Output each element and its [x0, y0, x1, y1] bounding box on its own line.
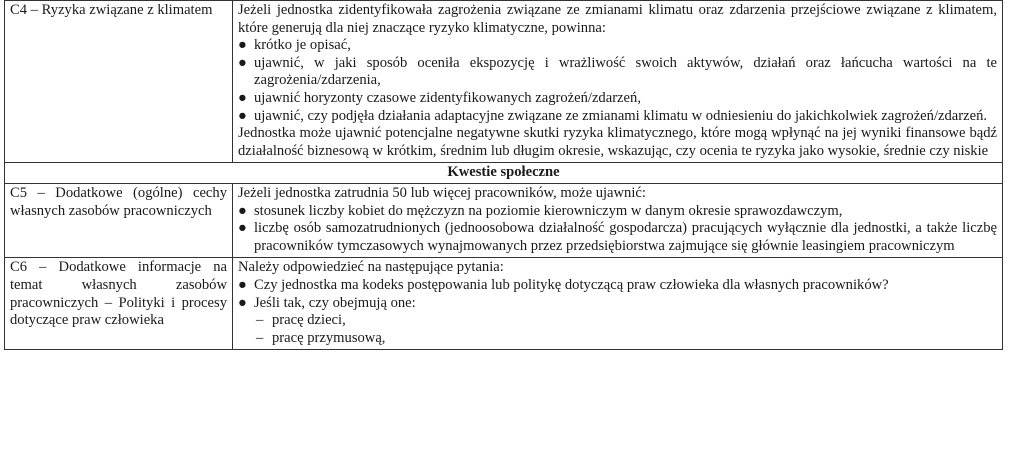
row-title-c5: C5 – Dodatkowe (ogólne) cechy własnych zasobów pracowniczych — [5, 183, 233, 257]
bullet-dot-icon: ● — [238, 89, 247, 106]
table-row-c6 — [5, 258, 1003, 350]
row-title-c6: C6 – Dodatkowe informacje na temat własnych zasobów pracowniczych – Polityki i procesy dotyczące praw człowieka — [5, 258, 233, 350]
row-content-c5 — [233, 183, 1003, 257]
bullet-dot-icon: ● — [238, 107, 247, 124]
list-item: ● Czy jednostka ma kodeks postępowania lub politykę dotyczącą praw człowieka dla własnych pracowników? — [238, 276, 889, 293]
dash-icon: – — [256, 312, 264, 329]
c4-intro: Jeżeli jednostka zidentyfikowała zagrożenia związane ze zmianami klimatu oraz zdarzenia przejściowe związane z klimatem, które generują dla niej znaczące ryzyko klimatyczne, powinna: — [238, 2, 997, 36]
sub-list-item: – pracę przymusową, — [256, 329, 386, 346]
section-heading: Kwestie społeczne — [5, 163, 1003, 184]
row-title-c4: C4 – Ryzyka związane z klimatem — [5, 1, 233, 163]
bullet-dot-icon: ● — [238, 220, 247, 237]
dash-icon: – — [256, 329, 264, 346]
c5-intro: Jeżeli jednostka zatrudnia 50 lub więcej pracowników, może ujawnić: — [238, 184, 646, 201]
table-row-section — [5, 163, 1003, 184]
bullet-dot-icon: ● — [238, 37, 247, 54]
c6-intro: Należy odpowiedzieć na następujące pytania: — [238, 259, 504, 276]
table-row-c5 — [5, 183, 1003, 257]
table-row-c4 — [5, 1, 1003, 163]
list-item: ● stosunek liczby kobiet do mężczyzn na poziomie kierowniczym w danym okresie sprawozdawczym, — [238, 202, 843, 219]
list-item: ● ujawnić, czy podjęła działania adaptacyjne związane ze zmianami klimatu w odniesieniu do jakichkolwiek zagrożeń/zdarzeń. — [238, 107, 988, 124]
list-item: ● Jeśli tak, czy obejmują one: — [238, 294, 416, 311]
disclosure-table — [4, 0, 1003, 350]
bullet-dot-icon: ● — [238, 276, 247, 293]
list-item: ● ujawnić horyzonty czasowe zidentyfikowanych zagrożeń/zdarzeń, — [238, 89, 641, 106]
row-content-c6 — [233, 258, 1003, 350]
bullet-dot-icon: ● — [238, 202, 247, 219]
row-content-c4 — [233, 1, 1003, 163]
bullet-dot-icon: ● — [238, 54, 247, 71]
c4-outro: Jednostka może ujawnić potencjalne negatywne skutki ryzyka klimatycznego, które mogą wpłynąć na jej wyniki finansowe bądź działalność biznesową w krótkim, średnim lub długim okresie, wskazując, czy ocenia te ryzyka jako wysokie, średnie czy niskie — [238, 125, 997, 159]
list-item: ● ujawnić, w jaki sposób oceniła ekspozycję i wrażliwość swoich aktywów, działań oraz łańcucha wartości na te zagrożenia/zdarzenia, — [238, 54, 997, 89]
bullet-dot-icon: ● — [238, 294, 247, 311]
list-item: ● liczbę osób samozatrudnionych (jednoosobowa działalność gospodarcza) pracujących wyłącznie dla jednostki, a także liczbę pracowników tymczasowych wynajmowanych przez przedsiębiorstwa zajmujące się głównie leasingiem pracowniczym — [238, 220, 997, 254]
sub-list-item: – pracę dzieci, — [256, 312, 346, 329]
list-item: ● krótko je opisać, — [238, 37, 351, 54]
